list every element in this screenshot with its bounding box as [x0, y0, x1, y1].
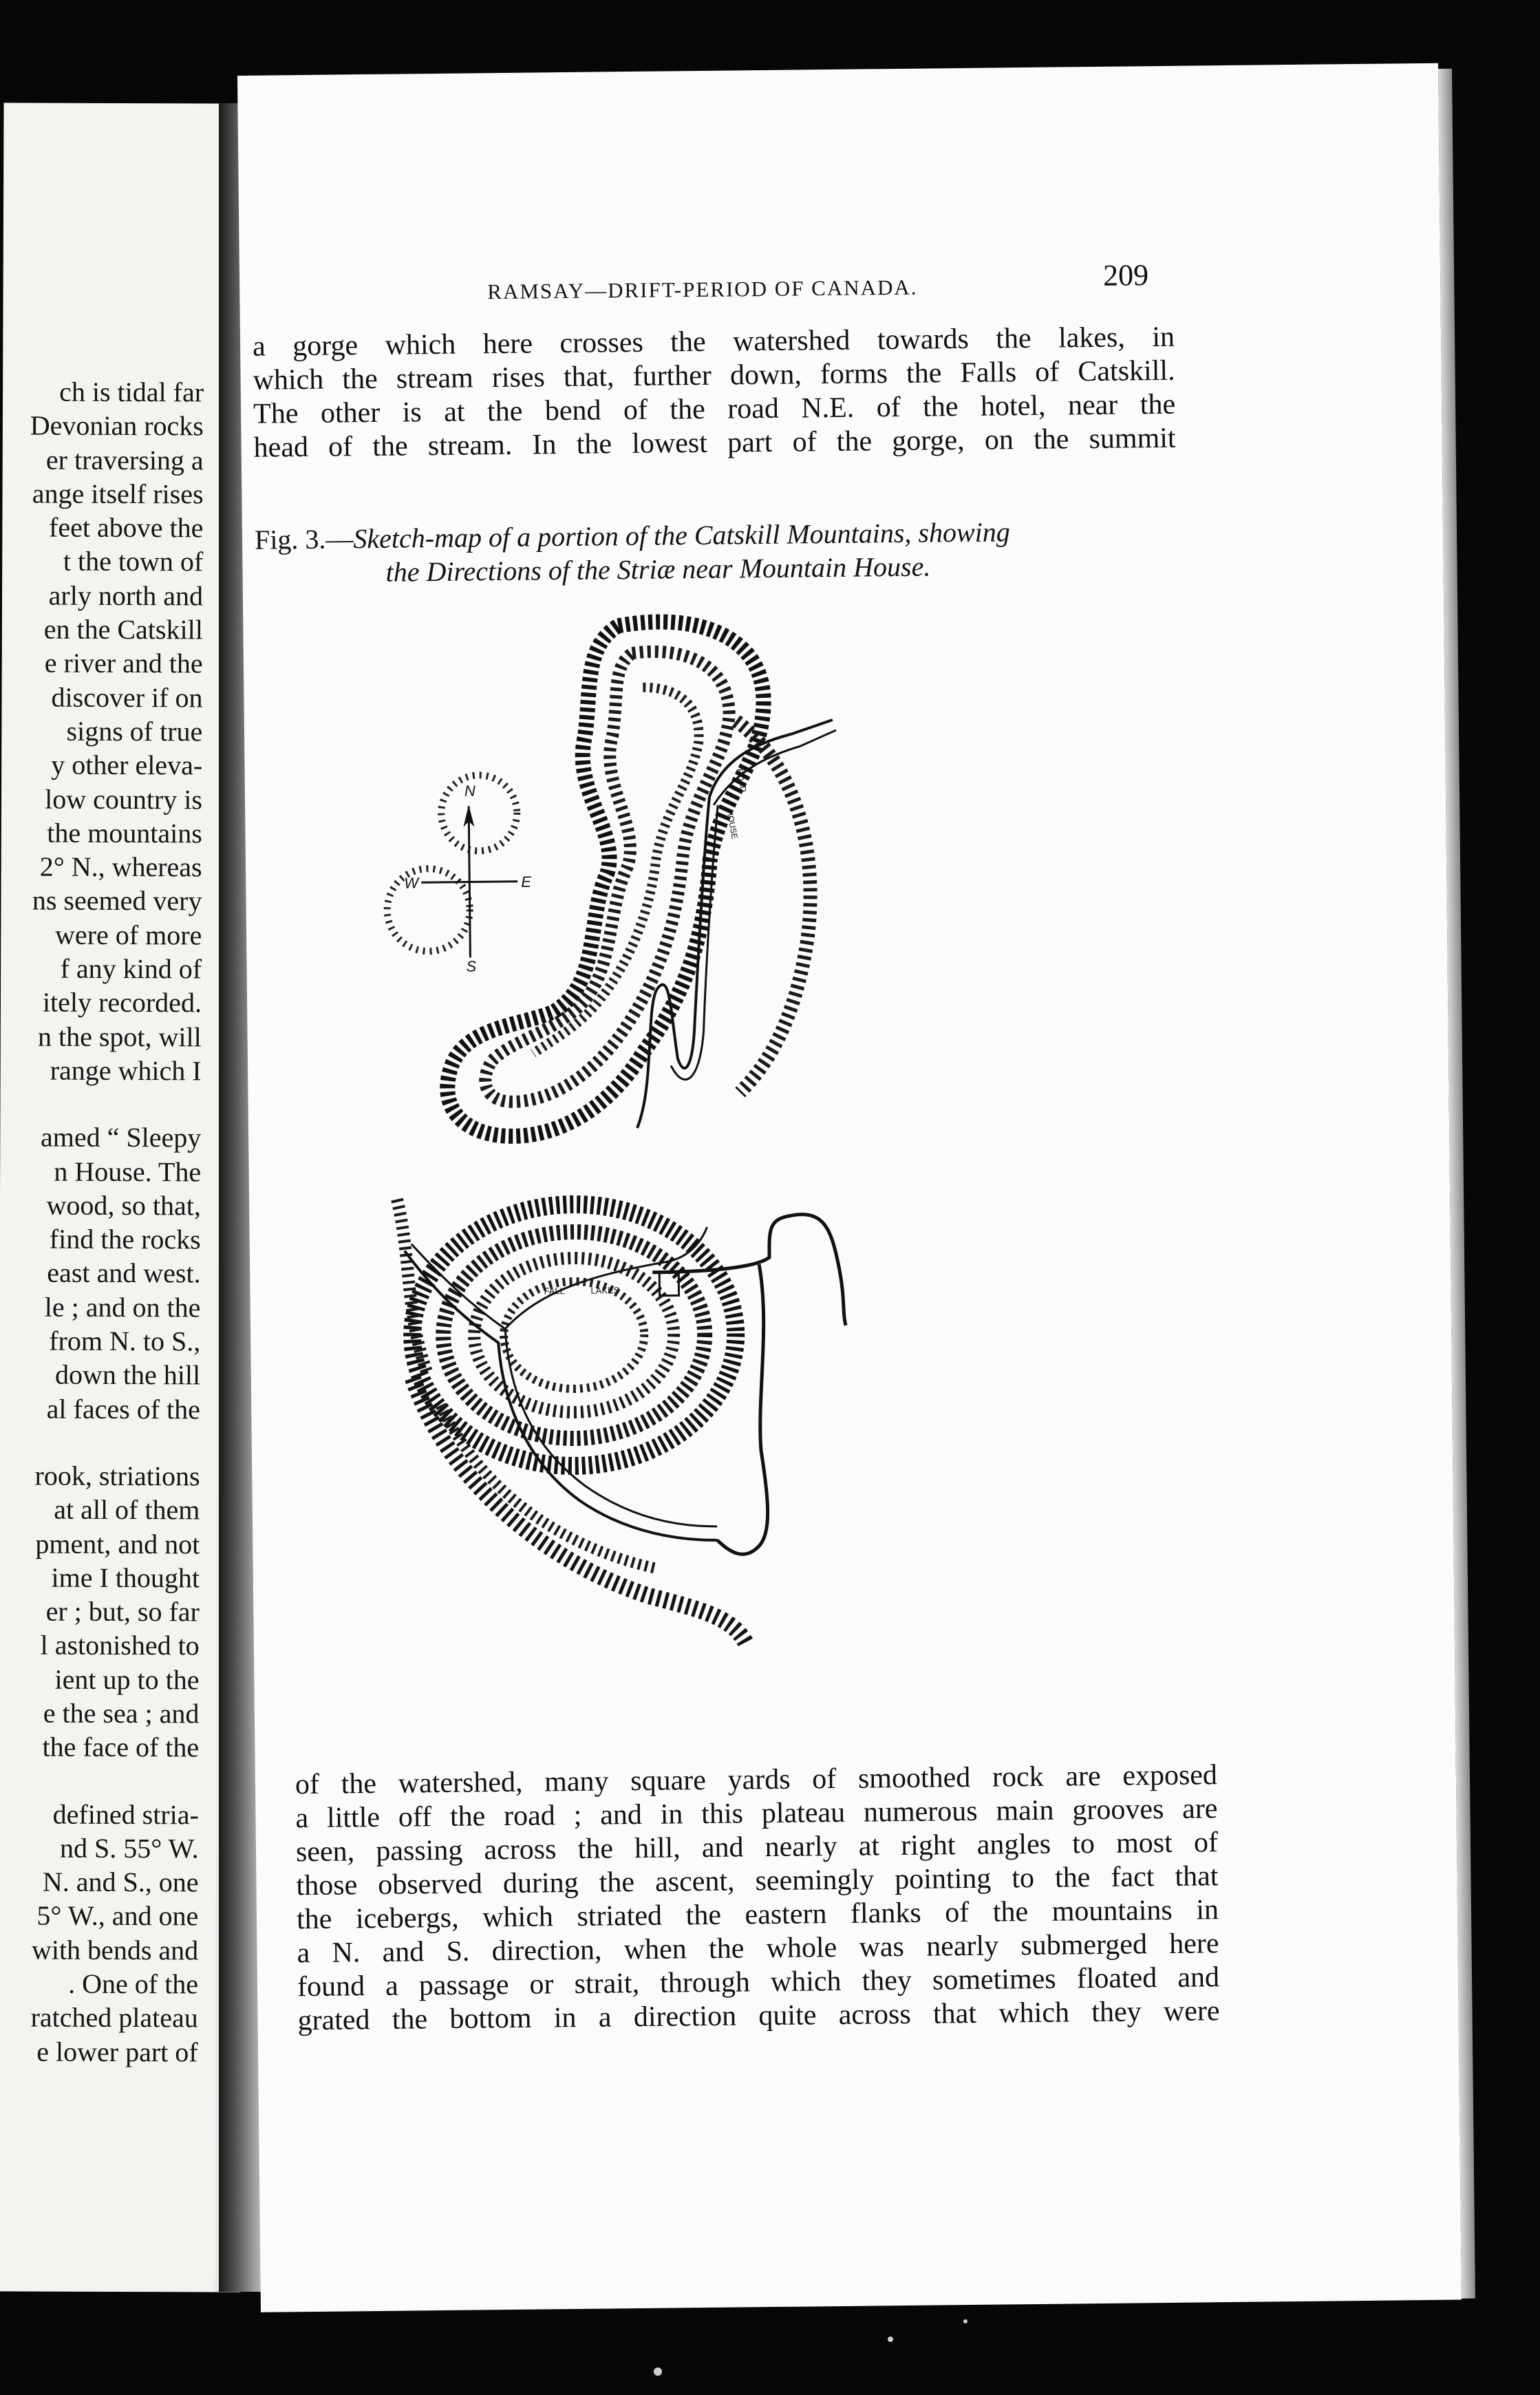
text-line: Devonian rocks [30, 409, 204, 442]
caption-title-part-2: the Directions of the Striæ near Mountain House. [385, 551, 931, 588]
text-line: f any kind of [60, 952, 202, 985]
text-line: er traversing a [45, 444, 204, 476]
compass-w: W [404, 874, 419, 892]
text-line: of the watershed, many square yards of smoothed rock are exposed [295, 1759, 1218, 1801]
text-line: at all of them [54, 1493, 200, 1526]
text-line: en the Catskill [43, 613, 203, 646]
paragraph-gap [0, 1425, 200, 1459]
caption-title-part-1: Sketch-map of a portion of the Catskill Mountains, showing [353, 516, 1011, 555]
text-line: e the sea ; and [43, 1697, 200, 1729]
road-label-house: HOUSE [725, 809, 740, 840]
text-line: were of more [55, 919, 202, 951]
sketch-map-figure [377, 579, 1118, 1688]
text-line: t the town of [63, 546, 204, 577]
compass-s: S [466, 957, 477, 975]
text-line: seen, passing across the hill, and nearly at right angles to most of [295, 1827, 1219, 1869]
text-line: N. and S., one [42, 1866, 199, 1898]
text-line: discover if on [51, 681, 203, 714]
terrain-hachures [384, 620, 818, 1646]
road-label-lakes: LAKES [590, 1285, 620, 1296]
text-line: . One of the [68, 1968, 199, 2000]
page-number: 209 [1102, 258, 1149, 292]
text-line: ns seemed very [32, 884, 202, 917]
text-line: ch is tidal far [59, 376, 204, 408]
text-line: ime I thought [51, 1562, 200, 1594]
text-line: with bends and [31, 1934, 199, 1966]
text-line: the mountains [47, 817, 202, 849]
paragraph-top [253, 321, 1176, 465]
text-line: y other eleva- [51, 749, 203, 781]
text-line: le ; and on the [44, 1291, 201, 1323]
text-line: which the stream rises that, further down, forms the Falls of Catskill. [253, 354, 1175, 396]
text-line: al faces of the [46, 1393, 201, 1425]
text-line: a gorge which here crosses the watershed towards the lakes, in [252, 321, 1175, 363]
text-line: low country is [45, 783, 203, 815]
paragraph-bottom [295, 1758, 1220, 2038]
text-line: signs of true [66, 715, 203, 747]
paragraph-gap [0, 1764, 199, 1798]
text-line: down the hill [54, 1359, 201, 1391]
paragraph-gap [0, 1087, 201, 1121]
text-line: e river and the [44, 647, 203, 679]
text-line: rook, striations [34, 1460, 200, 1492]
text-line: The other is at the bend of the road N.E. of the hotel, near the [253, 388, 1176, 430]
running-head: RAMSAY—DRIFT-PERIOD OF CANADA. [487, 275, 918, 304]
text-line: 2° N., whereas [39, 851, 202, 883]
figure-caption [255, 513, 1170, 590]
text-line: the face of the [42, 1731, 200, 1763]
text-line: ient up to the [54, 1663, 200, 1696]
text-line: e lower part of [36, 2036, 198, 2068]
text-line: n the spot, will [37, 1021, 202, 1053]
text-line: head of the stream. In the lowest part of the gorge, on the summit [253, 422, 1176, 464]
text-line: itely recorded. [42, 986, 202, 1019]
road-label-road: ROAD [734, 767, 749, 794]
text-line: a N. and S. direction, when the whole was nearly submerged here [297, 1928, 1219, 1970]
text-line: from N. to S., [49, 1325, 201, 1357]
text-line: ratched plateau [30, 2001, 198, 2034]
text-line: a little off the road ; and in this plateau numerous main grooves are [295, 1793, 1218, 1835]
text-line: feet above the [48, 511, 204, 544]
text-line: range which I [50, 1054, 202, 1087]
dust-speck [654, 2367, 662, 2376]
left-facing-page [0, 103, 248, 2292]
compass-rose [403, 782, 533, 976]
text-line: defined stria- [52, 1798, 199, 1830]
text-line: 5° W., and one [36, 1900, 199, 1932]
text-line: l astonished to [40, 1629, 200, 1661]
text-line: ange itself rises [32, 478, 204, 510]
text-line: wood, so that, [46, 1189, 202, 1222]
compass-e: E [521, 873, 532, 891]
text-line: amed “ Sleepy [40, 1121, 202, 1153]
text-line: the icebergs, which striated the eastern flanks of the mountains in [296, 1894, 1219, 1936]
text-line: n House. The [54, 1156, 202, 1187]
text-line: pment, and not [35, 1528, 200, 1560]
text-line: er ; but, so far [45, 1595, 200, 1628]
text-line: found a passage or strait, through which they sometimes floated and [297, 1961, 1220, 2003]
text-line: nd S. 55° W. [60, 1832, 199, 1864]
left-page-text [0, 374, 204, 2069]
dust-speck [888, 2337, 893, 2342]
caption-prefix: Fig. 3.— [254, 523, 354, 555]
text-line: find the rocks [49, 1223, 201, 1255]
text-line: arly north and [48, 579, 204, 612]
text-line: grated the bottom in a direction quite across that which they were [297, 1995, 1220, 2037]
text-line: those observed during the ascent, seemingly pointing to the fact that [296, 1860, 1219, 1902]
dust-speck [963, 2319, 967, 2323]
text-line: east and west. [47, 1257, 201, 1289]
right-page [237, 63, 1462, 2312]
compass-n: N [464, 782, 475, 800]
road-label-fall: FALL [544, 1286, 565, 1297]
